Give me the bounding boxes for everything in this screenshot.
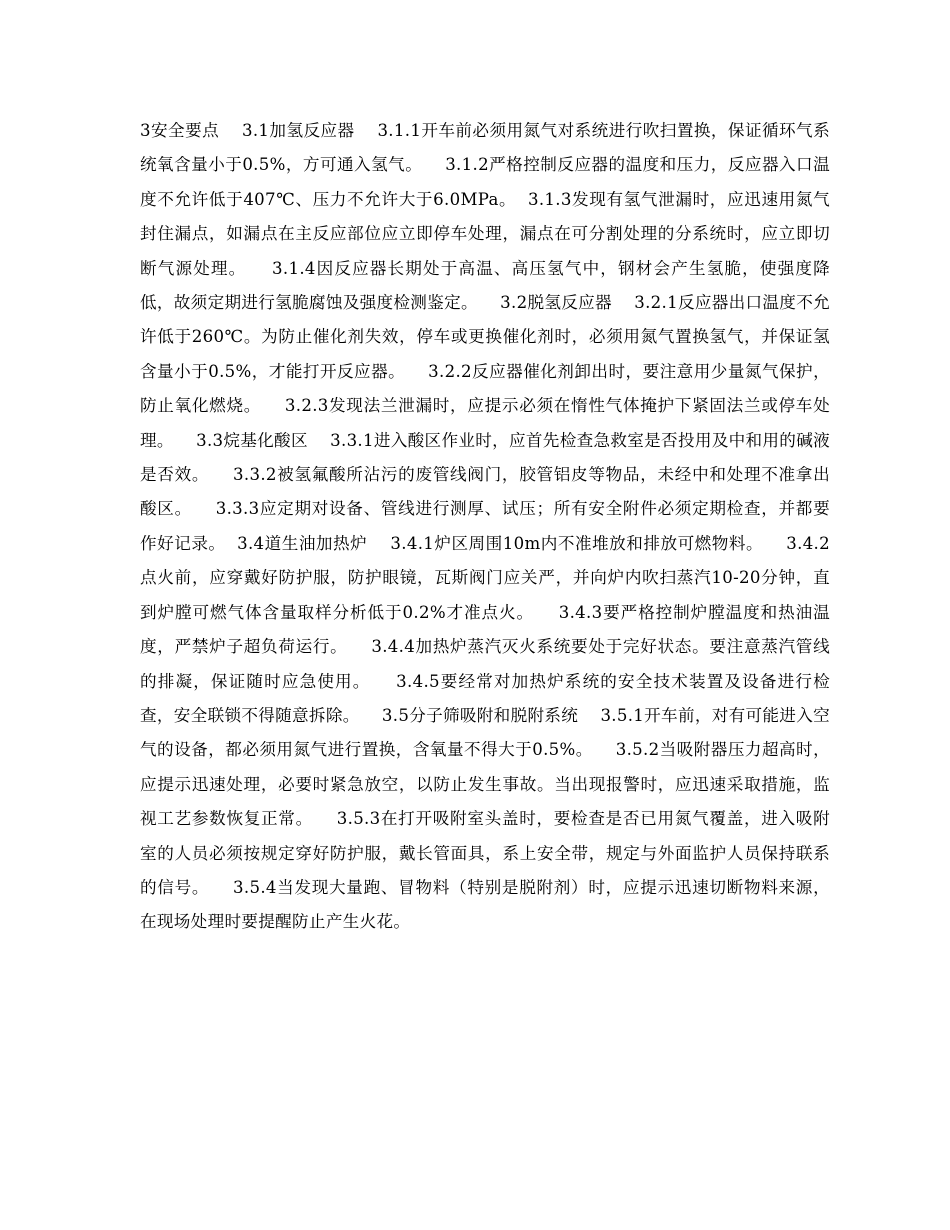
- body-paragraph: 3安全要点 3.1加氢反应器 3.1.1开车前必须用氮气对系统进行吹扫置换，保证循环气系统氧含量小于0.5%，方可通入氢气。 3.1.2严格控制反应器的温度和压力，反应器入口温度不允许低于407℃、压力不允许大于6.0MPa。 3.1.3发现有氢气泄漏时，应迅速用氮气封住漏点，如漏点在主反应部位应立即停车处理，漏点在可分割处理的分系统时，应立即切断气源处理。 3.1.4因反应器长期处于高温、高压氢气中，钢材会产生氢脆，使强度降低，故须定期进行氢脆腐蚀及强度检测鉴定。 3.2脱氢反应器 3.2.1反应器出口温度不允许低于260℃。为防止催化剂失效，停车或更换催化剂时，必须用氮气置换氢气，并保证氢含量小于0.5%，才能打开反应器。 3.2.2反应器催化剂卸出时，要注意用少量氮气保护，防止氧化燃烧。 3.2.3发现法兰泄漏时，应提示必须在惰性气体掩护下紧固法兰或停车处理。 3.3烷基化酸区 3.3.1进入酸区作业时，应首先检查急救室是否投用及中和用的碱液是否效。 3.3.2被氢氟酸所沾污的废管线阀门，胶管铝皮等物品，未经中和处理不准拿出酸区。 3.3.3应定期对设备、管线进行测厚、试压；所有安全附件必须定期检查，并都要作好记录。 3.4道生油加热炉 3.4.1炉区周围10m内不准堆放和排放可燃物料。 3.4.2点火前，应穿戴好防护服，防护眼镜，瓦斯阀门应关严，并向炉内吹扫蒸汽10-20分钟，直到炉膛可燃气体含量取样分析低于0.2%才准点火。 3.4.3要严格控制炉膛温度和热油温度，严禁炉子超负荷运行。 3.4.4加热炉蒸汽灭火系统要处于完好状态。要注意蒸汽管线的排凝，保证随时应急使用。 3.4.5要经常对加热炉系统的安全技术装置及设备进行检查，安全联锁不得随意拆除。 3.5分子筛吸附和脱附系统 3.5.1开车前，对有可能进入空气的设备，都必须用氮气进行置换，含氧量不得大于0.5%。 3.5.2当吸附器压力超高时，应提示迅速处理，必要时紧急放空，以防止发生事故。当出现报警时，应迅速采取措施，监视工艺参数恢复正常。 3.5.3在打开吸附室头盖时，要检查是否已用氮气覆盖，进入吸附室的人员必须按规定穿好防护服，戴长管面具，系上安全带，规定与外面监护人员保持联系的信号。 3.5.4当发现大量跑、冒物料（特别是脱附剂）时，应提示迅速切断物料来源，在现场处理时要提醒防止产生火花。: [140, 121, 830, 932]
